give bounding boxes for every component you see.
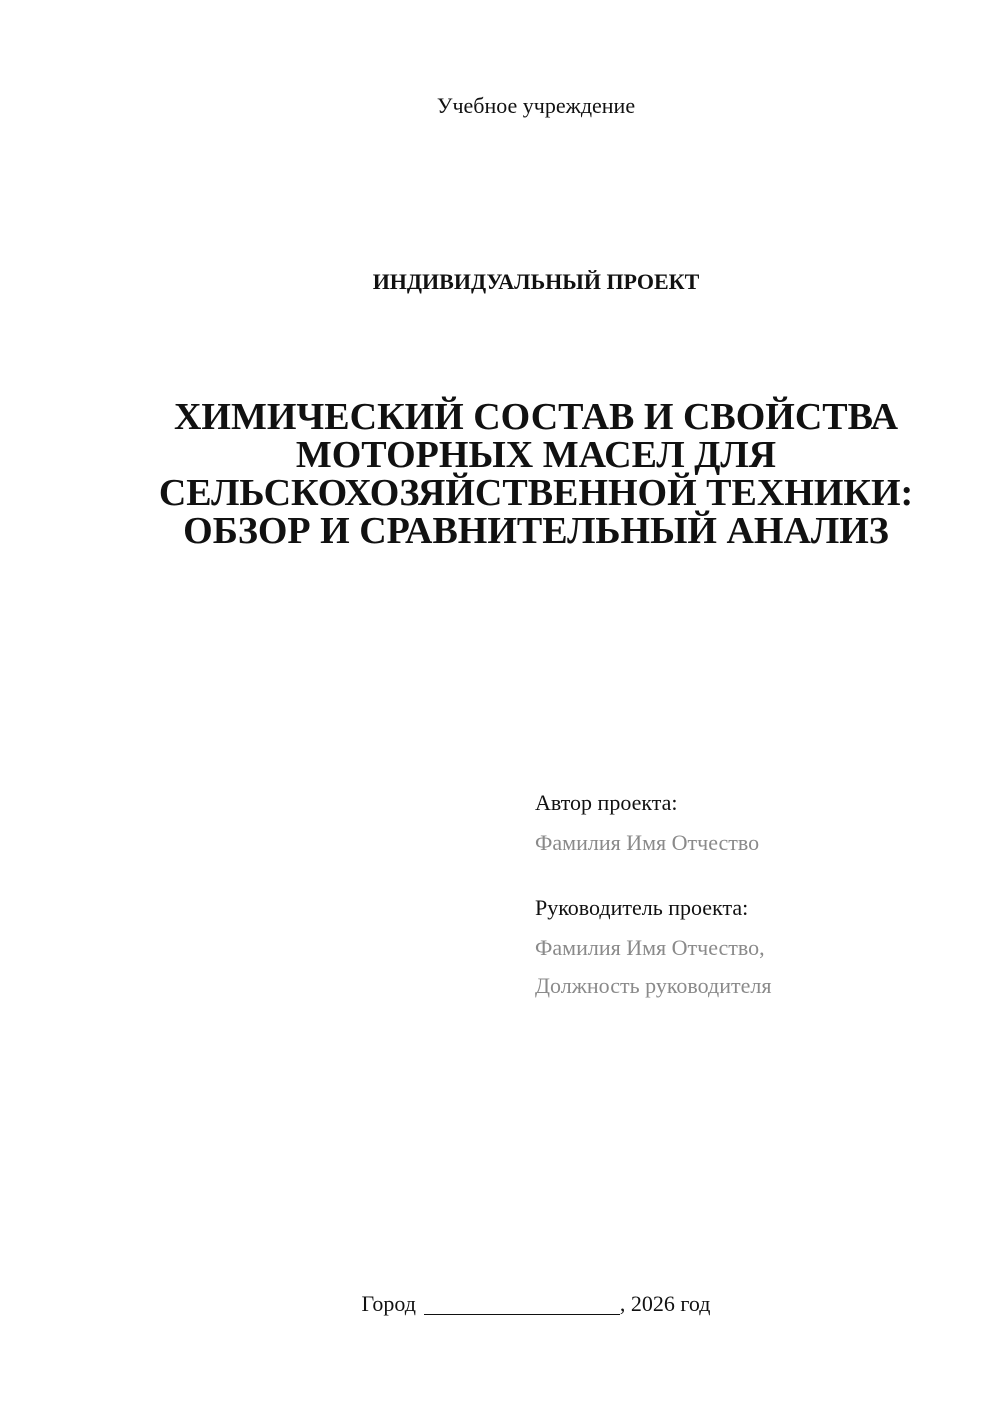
author-name: Фамилия Имя Отчество <box>535 830 760 855</box>
city-year-line <box>0 1290 1000 1318</box>
city-blank-field <box>424 1290 620 1315</box>
document-type: ИНДИВИДУАЛЬНЫЙ ПРОЕКТ <box>372 269 700 294</box>
author-label: Автор проекта: <box>535 790 678 815</box>
title-line: ОБЗОР И СРАВНИТЕЛЬНЫЙ АНАЛИЗ <box>183 510 889 552</box>
supervisor-name: Фамилия Имя Отчество, <box>535 935 765 960</box>
supervisor-label: Руководитель проекта: <box>535 895 749 920</box>
author-block <box>535 789 975 857</box>
year-text: , 2026 год <box>619 1291 711 1316</box>
project-title <box>90 398 982 550</box>
institution-name: Учебное учреждение <box>436 93 636 118</box>
title-line: СЕЛЬСКОХОЗЯЙСТВЕННОЙ ТЕХНИКИ: <box>158 472 914 514</box>
title-line: МОТОРНЫХ МАСЕЛ ДЛЯ <box>295 434 777 476</box>
supervisor-block <box>535 894 975 1000</box>
city-label: Город <box>361 1291 416 1316</box>
supervisor-position: Должность руководителя <box>535 973 772 998</box>
title-line: ХИМИЧЕСКИЙ СОСТАВ И СВОЙСТВА <box>173 396 899 438</box>
